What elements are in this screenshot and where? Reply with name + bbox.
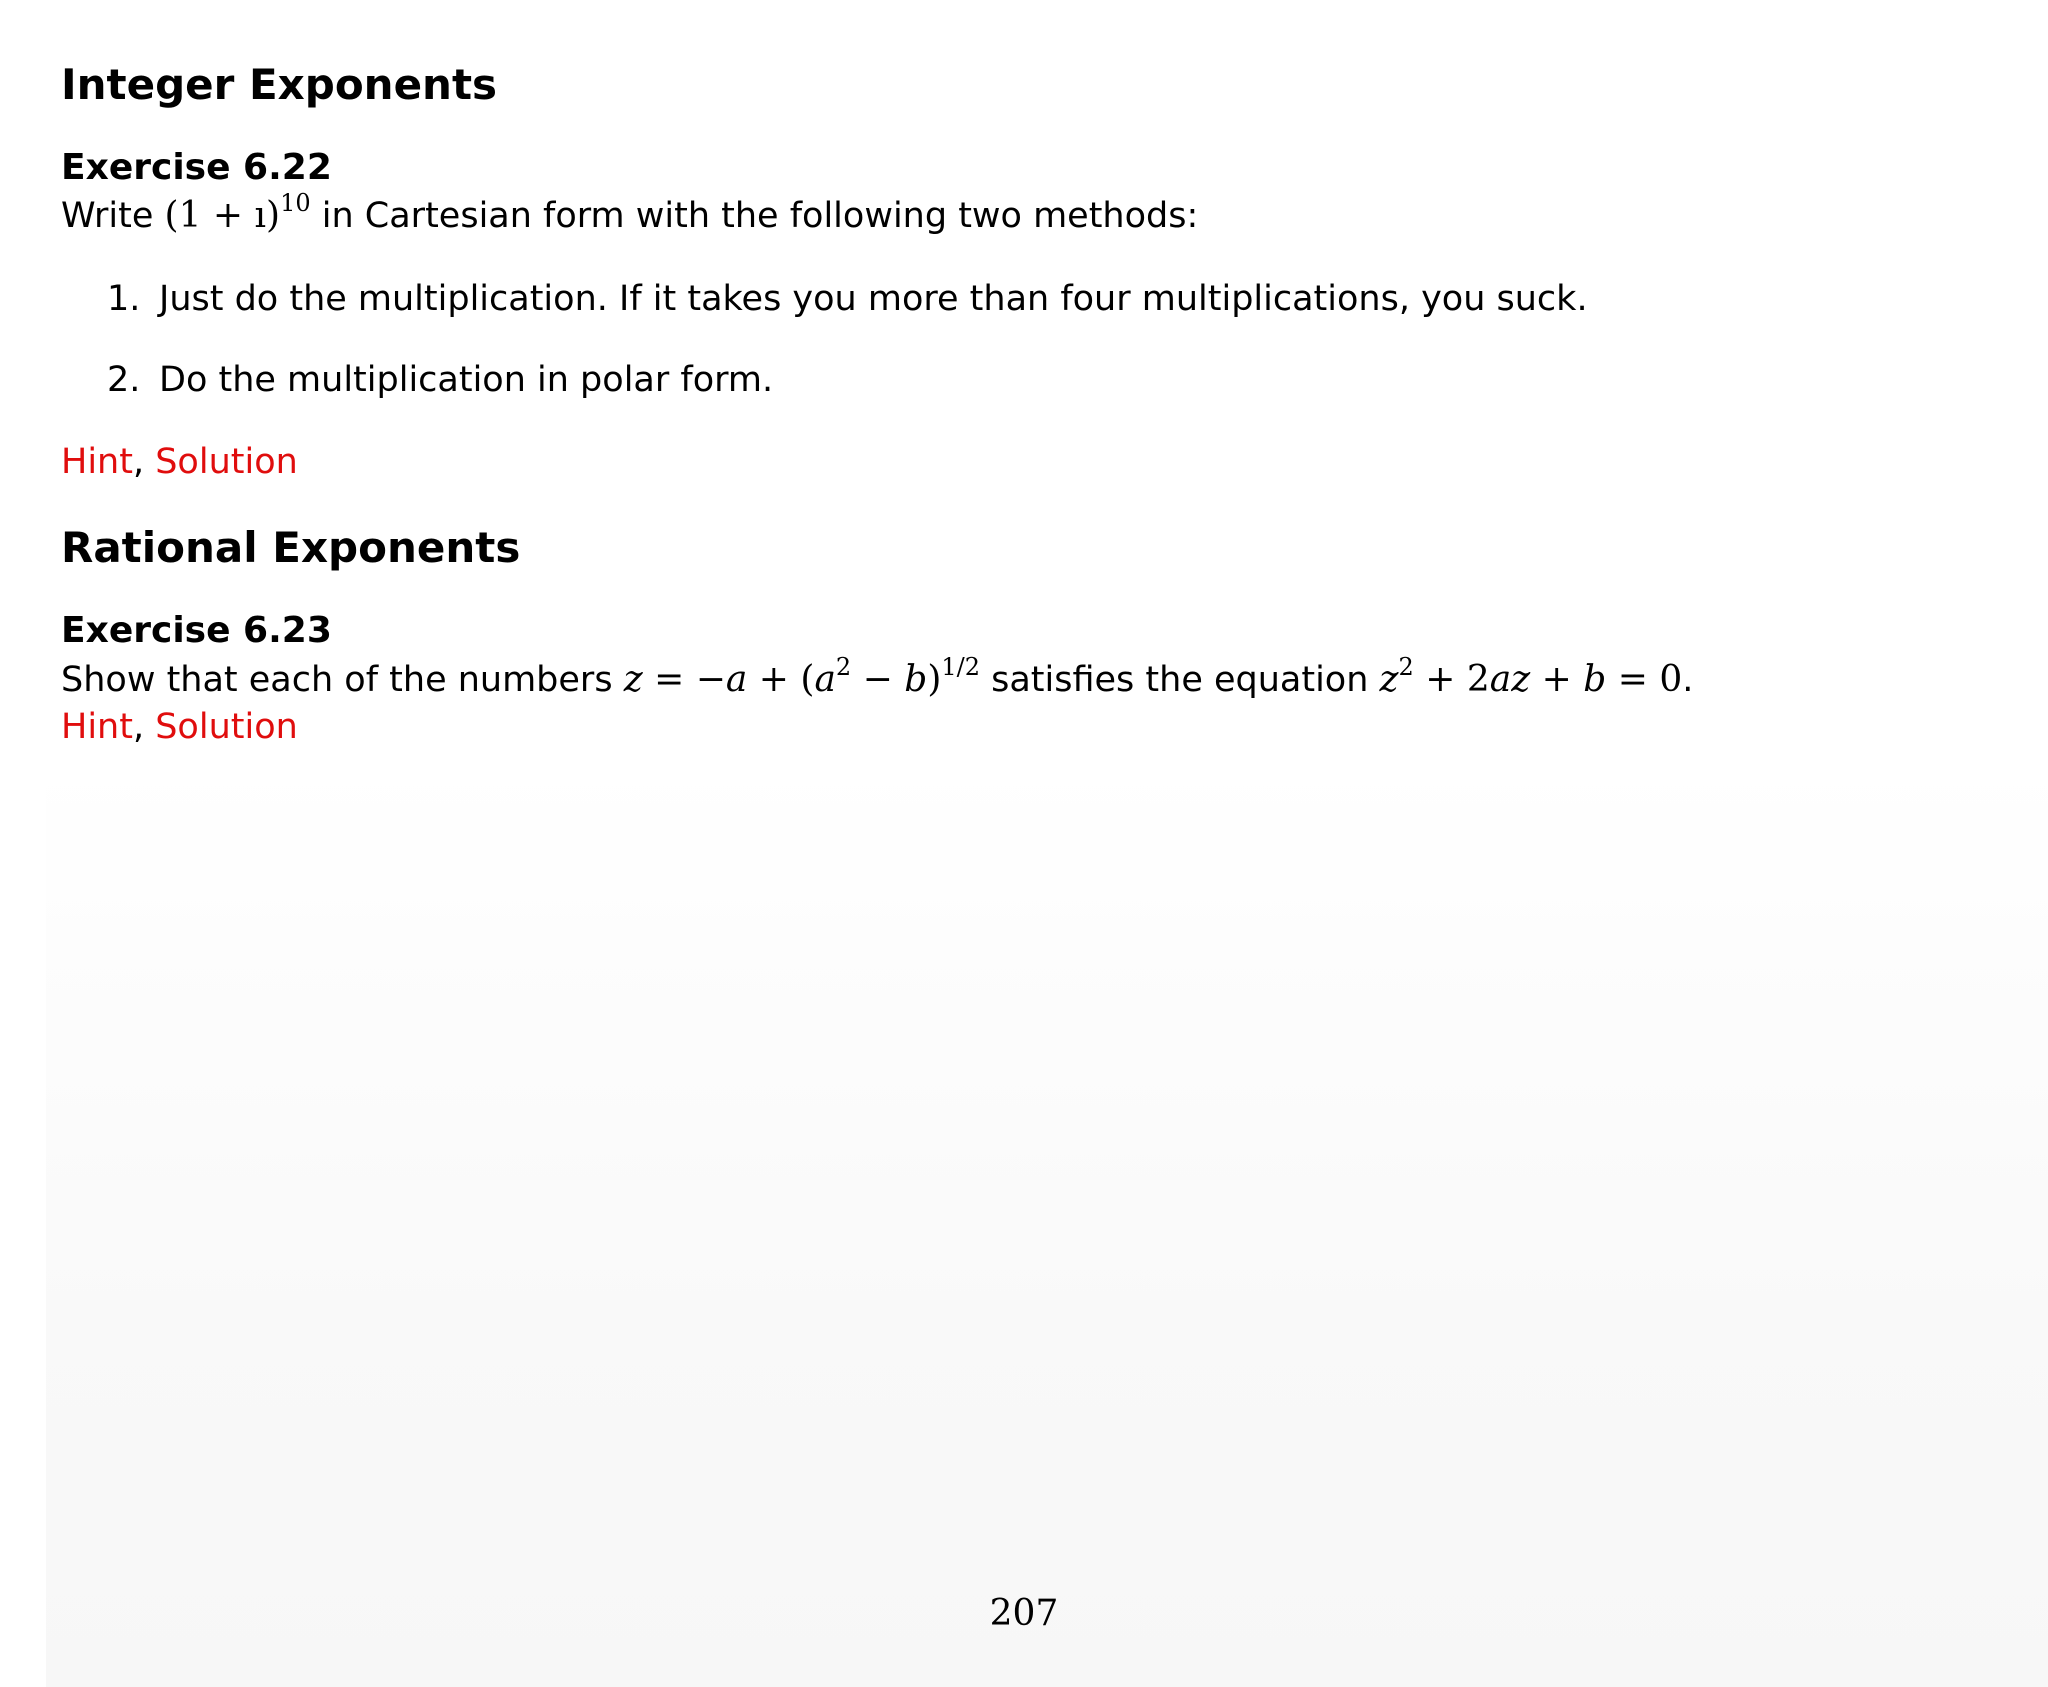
math-var: az (1489, 659, 1531, 700)
intro-math (164, 189, 311, 236)
section-heading-rational-exponents: Rational Exponents (61, 523, 521, 572)
math-op: = − (642, 659, 726, 700)
exercise-title-6-23: Exercise 6.23 (61, 610, 332, 651)
hint-link[interactable]: Hint (61, 442, 133, 482)
solution-link[interactable]: Solution (155, 442, 298, 482)
math-exponent: 2 (1398, 653, 1414, 681)
statement-text-end: . (1682, 660, 1694, 700)
math-var: z (623, 659, 643, 700)
math-var: z (1379, 659, 1399, 700)
page-number: 207 (989, 1593, 1059, 1634)
math-op: − (851, 659, 905, 700)
statement-text-before: Show that each of the numbers (61, 660, 624, 700)
exercise-6-23-links (61, 704, 298, 750)
math-var: a (814, 659, 836, 700)
math-var: a (725, 659, 748, 700)
list-item-text: Just do the multiplication. If it takes you more than four multiplications, you suck. (159, 279, 1588, 319)
section-heading-integer-exponents: Integer Exponents (61, 60, 498, 109)
intro-text-after: in Cartesian form with the following two methods: (310, 196, 1199, 236)
math-op: + (1530, 659, 1584, 700)
exercise-title-6-22: Exercise 6.22 (61, 147, 332, 188)
exercise-6-22-links (61, 439, 298, 485)
math-expression-z (623, 653, 980, 700)
link-separator: , (132, 442, 156, 482)
exercise-6-23-statement (61, 653, 1694, 703)
math-var: b (1583, 659, 1607, 700)
statement-text-middle: satisfies the equation (979, 660, 1380, 700)
exercise-6-22-intro (61, 189, 1199, 239)
list-item (107, 276, 1588, 322)
list-item (107, 357, 773, 403)
math-op: + 2 (1413, 659, 1490, 700)
list-item-text: Do the multiplication in polar form. (159, 360, 774, 400)
math-equation (1379, 653, 1683, 700)
math-exponent: 1/2 (941, 653, 980, 681)
solution-link[interactable]: Solution (155, 707, 298, 747)
math-op: = 0 (1606, 659, 1683, 700)
link-separator: , (132, 707, 156, 747)
math-op: + ( (747, 659, 815, 700)
math-exponent: 2 (835, 653, 852, 681)
hint-link[interactable]: Hint (61, 707, 133, 747)
list-item-number: 2. (107, 360, 141, 400)
math-var: b (904, 659, 928, 700)
page-shading (46, 760, 2048, 1687)
list-item-number: 1. (107, 279, 141, 319)
intro-math-base: (1 + ı) (164, 195, 281, 236)
intro-text-before: Write (61, 196, 165, 236)
intro-math-exponent: 10 (280, 189, 311, 217)
math-op: ) (927, 659, 942, 700)
